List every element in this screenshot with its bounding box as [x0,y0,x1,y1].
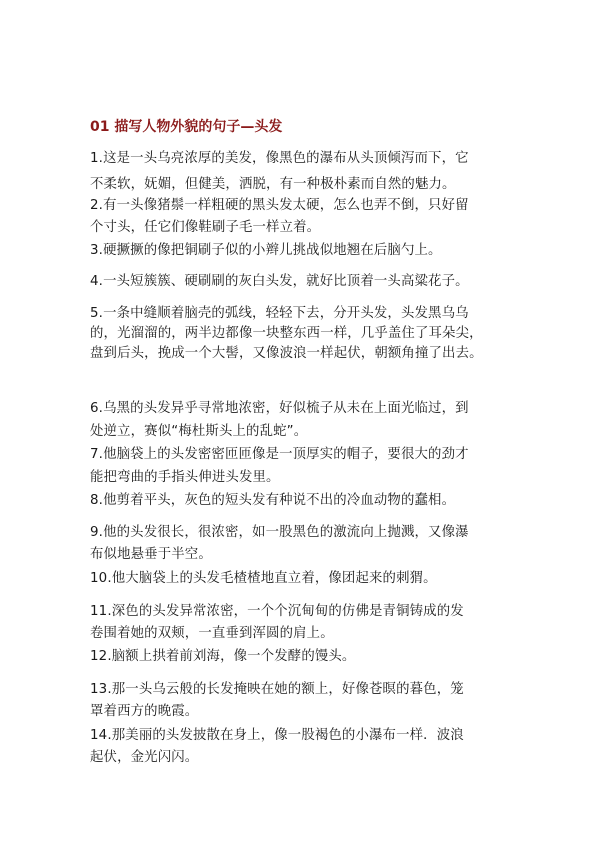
text-line: 10.他大脑袋上的头发毛楂楂地直立着，像团起来的刺猬。 [90,571,437,586]
text-line: 的，光溜溜的，两半边都像一块整东西一样，几乎盖住了耳朵尖， [90,326,483,341]
text-line: 6.乌黑的头发异乎寻常地浓密，好似梳子从未在上面光临过，到 [90,401,469,416]
section-heading: 01 描写人物外貌的句子—头发 [90,119,283,135]
text-line: 5.一条中缝顺着脑壳的弧线，轻轻下去，分开头发，头发黑乌乌 [90,306,469,321]
text-line: 能把弯曲的手指头伸进头发里。 [90,470,280,485]
text-line: 处逆立，赛似“梅杜斯头上的乱蛇”。 [90,424,308,439]
text-line: 罩着西方的晚霞。 [90,704,199,719]
text-line: 盘到后头，挽成一个大髻，又像波浪一样起伏，朝额角撞了出去。 [90,346,483,361]
text-line: 14.那美丽的头发披散在身上，像一股褐色的小瀑布一样．波浪 [90,728,464,743]
text-line: 布似地悬垂于半空。 [90,547,212,562]
text-line: 11.深色的头发异常浓密，一个个沉甸甸的仿佛是青铜铸成的发 [90,604,464,619]
text-line: 2.有一头像猪鬃一样粗硬的黑头发太硬，怎么也弄不倒，只好留 [90,198,469,213]
text-line: 7.他脑袋上的头发密密匝匝像是一顶厚实的帽子，要很大的劲才 [90,447,469,462]
text-line: 12.脑额上拱着前刘海，像一个发酵的馒头。 [90,649,356,664]
text-line: 1.这是一头乌亮浓厚的美发，像黑色的瀑布从头顶倾泻而下，它 [90,151,469,166]
text-line: 不柔软，妩媚，但健美，洒脱，有一种极朴素而自然的魅力。 [90,177,456,192]
text-line: 4.一头短簇簇、硬刷刷的灰白头发，就好比顶着一头高粱花子。 [90,274,469,289]
text-line: 个寸头，任它们像鞋刷子毛一样立着。 [90,220,321,235]
text-line: 8.他剪着平头，灰色的短头发有种说不出的冷血动物的蠢相。 [90,493,456,508]
text-line: 起伏，金光闪闪。 [90,750,199,765]
text-line: 13.那一头乌云般的长发掩映在她的额上，好像苍暝的暮色，笼 [90,682,464,697]
text-line: 卷围着她的双颊，一直垂到浑圆的肩上。 [90,626,334,641]
text-line: 9.他的头发很长，很浓密，如一股黑色的激流向上抛溅，又像瀑 [90,525,469,540]
text-line: 3.硬撅撅的像把铜刷子似的小辫儿挑战似地翘在后脑勺上。 [90,243,442,258]
